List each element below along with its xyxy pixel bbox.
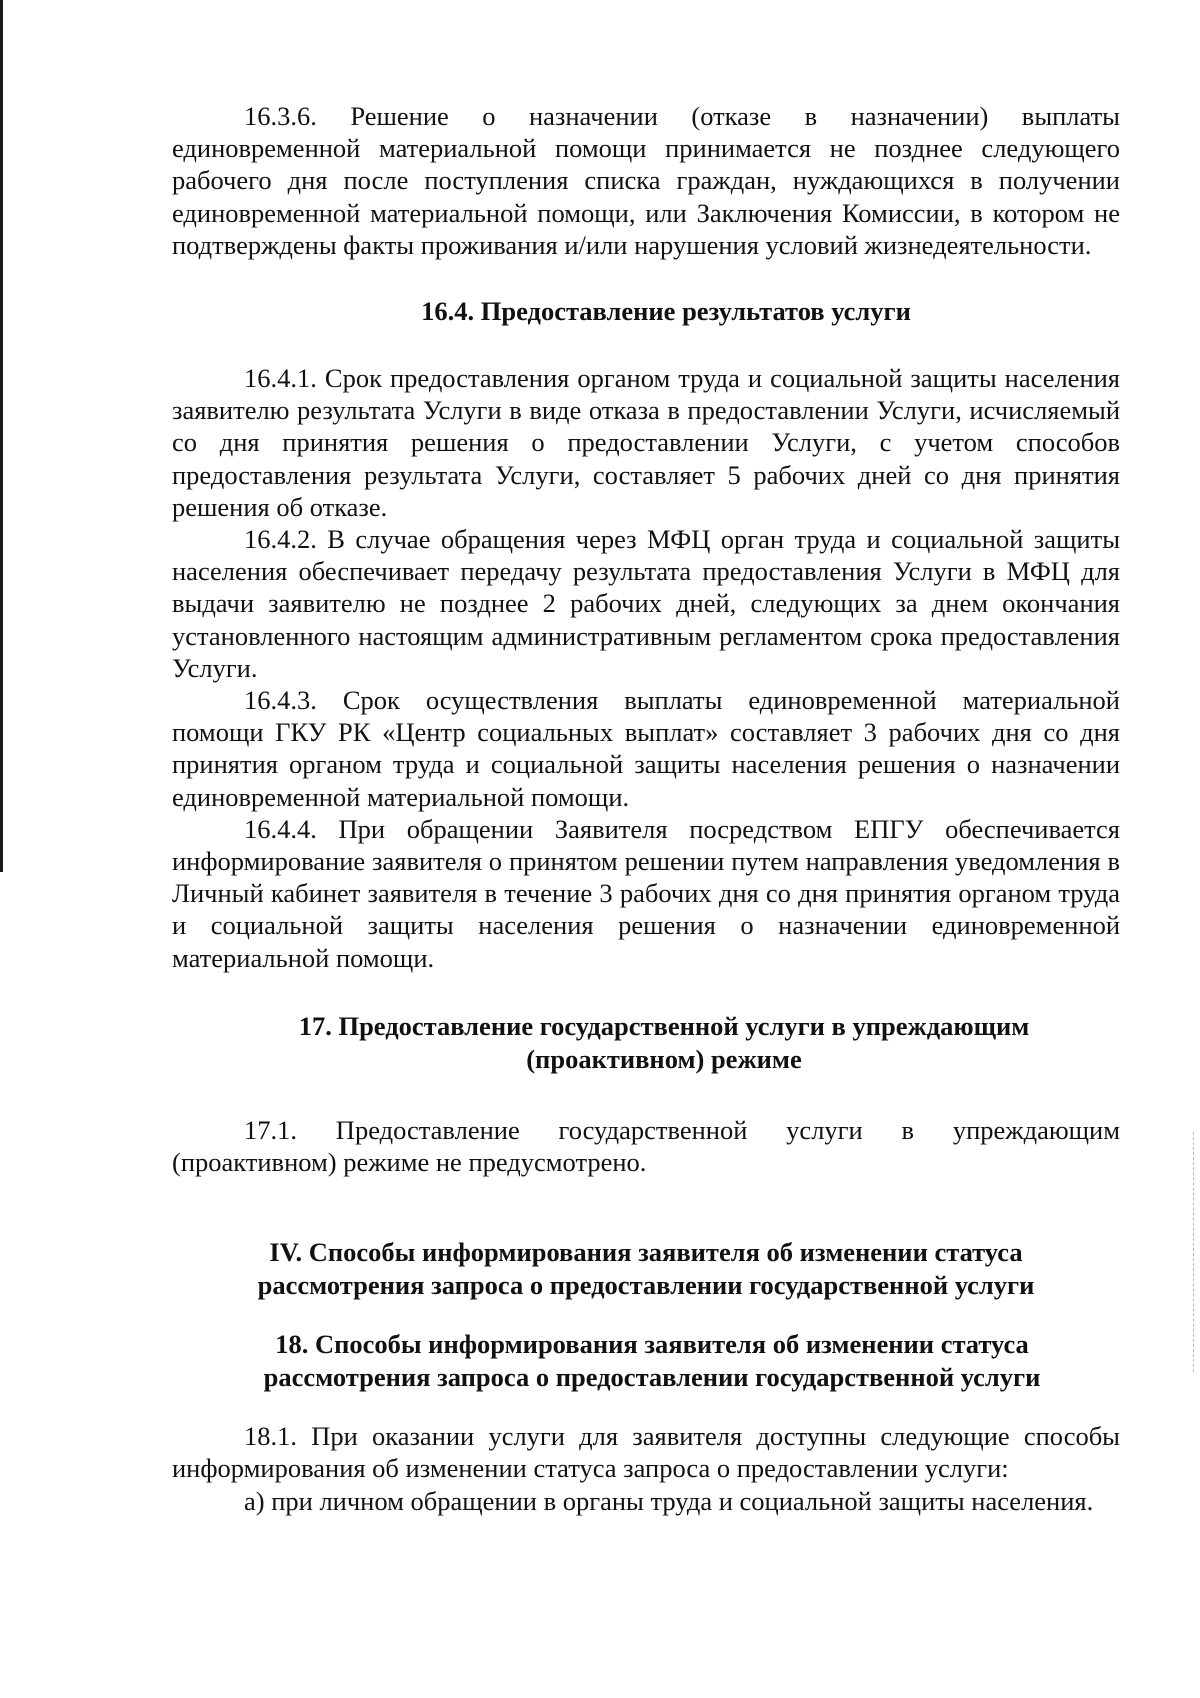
scan-edge-right [1192, 1132, 1194, 1372]
paragraph-16-3-6: 16.3.6. Решение о назначении (отказе в назначении) выплаты единовременной материальной помощи принимается не позднее следующего рабочего дня после поступления списка граждан, нуждающихся в получении единовременной материальной помощи, или Заключения Комиссии, в котором не подтверждены факты проживания и/или нарушения условий жизнедеятельности. [172, 101, 1120, 260]
heading-iv-line-2: рассмотрения запроса о предоставлении государственной услуги [257, 1270, 1035, 1301]
paragraph-16-4-1: 16.4.1. Срок предоставления органом труда и социальной защиты населения заявителю результата Услуги в виде отказа в предоставлении Услуги, исчисляемый со дня принятия решения о предоставлении Услуги, с учетом способов предоставления результата Услуги, составляет 5 рабочих дней со дня принятия решения об отказе. [172, 363, 1120, 522]
scan-edge-left [0, 0, 3, 872]
document-page [172, 100, 1120, 1517]
paragraph-16-4-4: 16.4.4. При обращении Заявителя посредством ЕПГУ обеспечивается информирование заявителя о принятом решении путем направления уведомления в Личный кабинет заявителя в течение 3 рабочих дня со дня принятия органом труда и социальной защиты населения решения о назначении единовременной материальной помощи. [172, 813, 1120, 973]
heading-17-line-1: 17. Предоставление государственной услуги в упреждающим [298, 1010, 1030, 1041]
paragraph-16-4-3: 16.4.3. Срок осуществления выплаты единовременной материальной помощи ГКУ РК «Центр социальных выплат» составляет 3 рабочих дня со дня принятия органом труда и социальной защиты населения решения о назначении единовременной материальной помощи. [172, 685, 1120, 812]
paragraph-18-1-a: а) при личном обращении в органы труда и социальной защиты населения. [244, 1485, 1094, 1516]
paragraph-16-4-2: 16.4.2. В случае обращения через МФЦ орган труда и социальной защиты населения обеспечивает передачу результата предоставления Услуги в МФЦ для выдачи заявителю не позднее 2 рабочих дней, следующих за днем окончания установленного настоящим административным регламентом срока предоставления Услуги. [172, 524, 1120, 683]
heading-17-line-2: (проактивном) режиме [526, 1043, 802, 1074]
heading-18-line-1: 18. Способы информирования заявителя об изменении статуса [275, 1329, 1029, 1360]
heading-18 [172, 1328, 1120, 1394]
heading-section-iv [172, 1236, 1120, 1302]
heading-18-line-2: рассмотрения запроса о предоставлении государственной услуги [263, 1362, 1041, 1393]
paragraph-17-1: 17.1. Предоставление государственной услуги в упреждающим (проактивном) режиме не предусмотрено. [172, 1114, 1120, 1178]
heading-17 [172, 1010, 1120, 1076]
paragraph-18-1: 18.1. При оказании услуги для заявителя доступны следующие способы информирования об изменении статуса запроса о предоставлении услуги: [172, 1421, 1120, 1484]
heading-16-4: 16.4. Предоставление результатов услуги [421, 296, 911, 327]
heading-iv-line-1: IV. Способы информирования заявителя об изменении статуса [269, 1237, 1023, 1268]
